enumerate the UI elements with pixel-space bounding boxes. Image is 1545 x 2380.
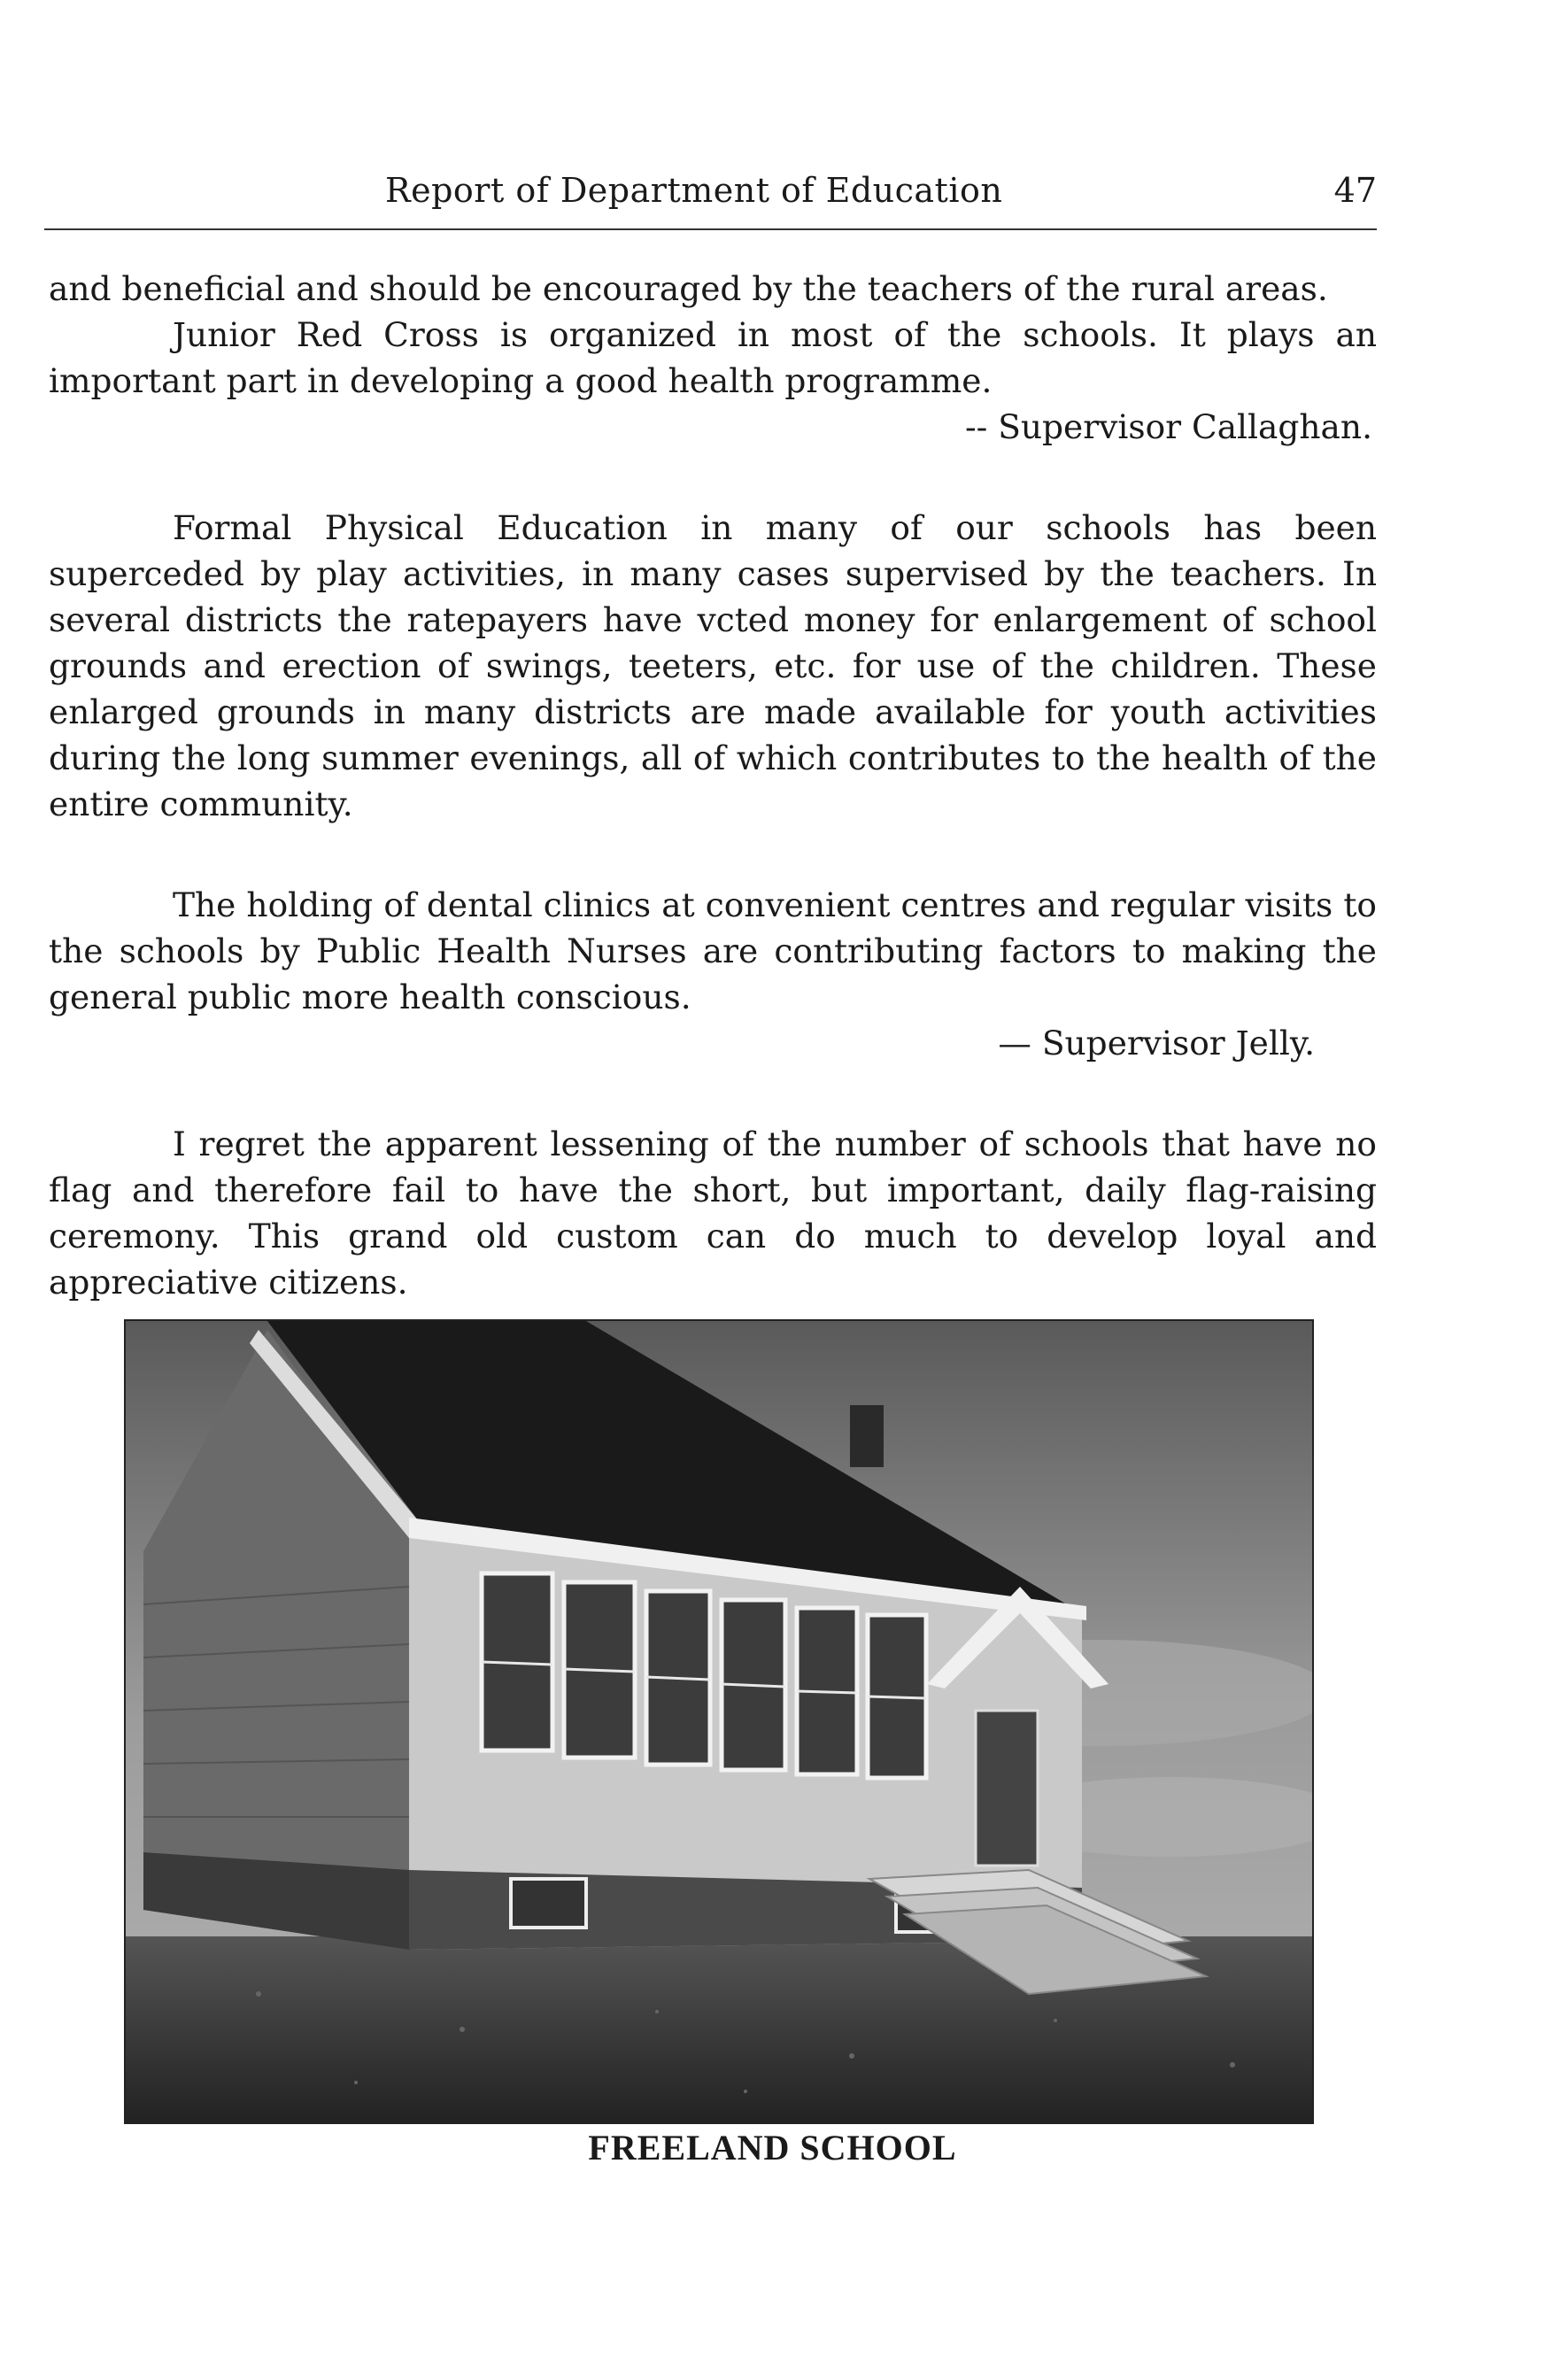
signature-jelly: — Supervisor Jelly.: [998, 1024, 1315, 1062]
paragraph-junior-red-cross: Junior Red Cross is organized in most of the schools. It plays an important part in developing a good health programme.: [49, 315, 1377, 400]
figure-caption: FREELAND SCHOOL: [588, 2128, 957, 2168]
paragraph-continuation: and beneficial and should be encouraged by the teachers of the rural areas.: [49, 269, 1328, 308]
page-number: 47: [1333, 171, 1377, 210]
basement-window: [511, 1879, 586, 1928]
running-title: Report of Department of Education: [385, 171, 1003, 210]
school-photograph: [124, 1319, 1314, 2124]
entry-door: [976, 1711, 1038, 1866]
paragraph-dental-clinics: The holding of dental clinics at convenient centres and regular visits to the schools by Public Health Nurses are contributing factors to making the general public more health conscious.: [49, 885, 1377, 1016]
running-header: [49, 171, 1377, 224]
header-rule: [44, 228, 1377, 230]
paragraph-physical-education: Formal Physical Education in many of our schools has been superceded by play activities, in many cases supervised by the teachers. In several districts the ratepayers have vcted money for enlargement of school grounds and erection of swings, teeters, etc. for use of the children. These enlarged grounds in many districts are made available for youth activities during the long summer evenings, all of which contributes to the health of the entire community.: [49, 508, 1377, 823]
chimney: [850, 1405, 884, 1467]
schoolhouse-illustration: [126, 1321, 1312, 2122]
paragraph-flag-ceremony: I regret the apparent lessening of the number of schools that have no flag and therefore fail to have the short, but important, daily flag-raising ceremony. This grand old custom can do much to develop loyal and appreciative citizens.: [49, 1124, 1377, 1302]
signature-callaghan: -- Supervisor Callaghan.: [964, 407, 1372, 446]
body-text: [49, 266, 1377, 1305]
